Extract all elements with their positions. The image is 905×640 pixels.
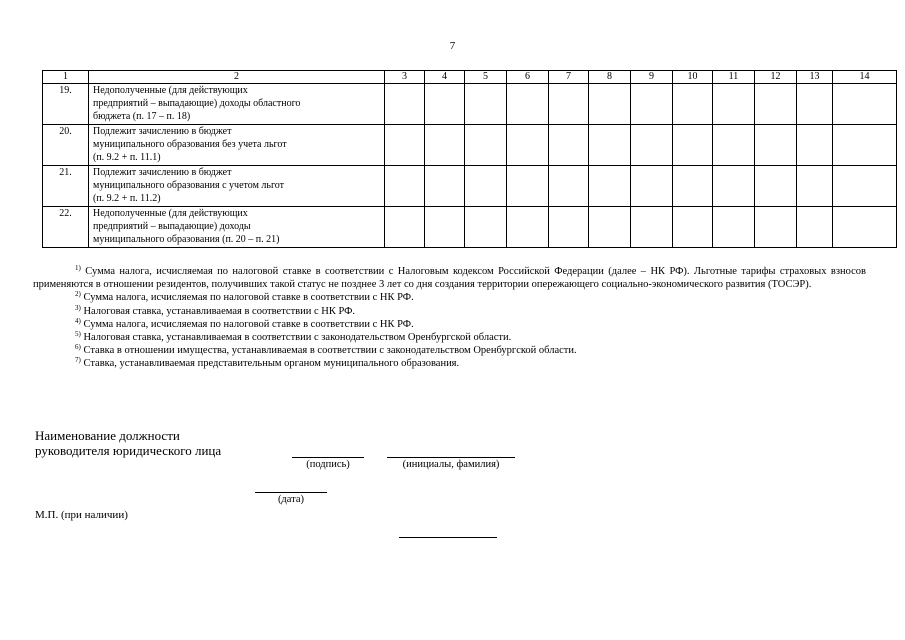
name-caption: (инициалы, фамилия): [402, 459, 500, 470]
row-name-line: муниципального образования с учетом льгот: [93, 180, 285, 191]
table-cell[interactable]: [833, 84, 897, 125]
column-header: 3: [385, 71, 425, 84]
extra-signature-line[interactable]: [399, 537, 497, 538]
row-name-line: предприятий – выпадающие) доходы областного: [93, 98, 301, 109]
stamp-label: М.П. (при наличии): [35, 509, 128, 521]
data-table: [42, 70, 897, 248]
row-name-line: предприятий – выпадающие) доходы: [93, 221, 251, 232]
table-cell[interactable]: [465, 166, 507, 207]
table-cell[interactable]: [673, 84, 713, 125]
table-cell[interactable]: [549, 84, 589, 125]
table-cell[interactable]: [549, 125, 589, 166]
row-number: 21.: [43, 166, 89, 207]
table-cell[interactable]: [465, 84, 507, 125]
table-cell[interactable]: [549, 166, 589, 207]
signature-caption: (подпись): [306, 459, 350, 470]
table-cell[interactable]: [713, 84, 755, 125]
page-number: 7: [449, 40, 456, 52]
row-name-line: Подлежит зачислению в бюджет: [93, 126, 232, 137]
table-cell[interactable]: [713, 207, 755, 248]
table-cell[interactable]: [755, 125, 797, 166]
table-cell[interactable]: [833, 125, 897, 166]
column-header: 14: [833, 71, 897, 84]
column-header: 1: [43, 71, 89, 84]
table-cell[interactable]: [425, 125, 465, 166]
row-name-line: Недополученные (для действующих: [93, 208, 248, 219]
table-cell[interactable]: [589, 84, 631, 125]
name-line[interactable]: [387, 457, 515, 458]
row-name-line: муниципального образования (п. 20 – п. 21): [93, 234, 280, 245]
footnote-5: $^{5)}$ Налоговая ставка, устанавливаемая в соответствии с законодательством Оренбургской области.: [75, 330, 512, 344]
table-cell[interactable]: [797, 84, 833, 125]
table-header-row: [43, 71, 897, 84]
column-header: 6: [507, 71, 549, 84]
table-cell[interactable]: [425, 84, 465, 125]
footnote-7: $^{7)}$ Ставка, устанавливаемая представительным органом муниципального образования.: [75, 356, 460, 370]
table-cell[interactable]: [797, 125, 833, 166]
footnote-3: $^{3)}$ Налоговая ставка, устанавливаемая в соответствии с НК РФ.: [75, 303, 356, 317]
table-cell[interactable]: [631, 207, 673, 248]
column-header: 2: [89, 71, 385, 84]
table-cell[interactable]: [589, 125, 631, 166]
table-row: [43, 166, 897, 207]
column-header: 7: [549, 71, 589, 84]
table-cell[interactable]: [425, 207, 465, 248]
table-cell[interactable]: [465, 207, 507, 248]
table-cell[interactable]: [507, 166, 549, 207]
row-name-line: (п. 9.2 + п. 11.2): [93, 193, 161, 204]
table-cell[interactable]: [631, 125, 673, 166]
row-name-line: муниципального образования без учета льгот: [93, 139, 287, 150]
footnote-1: $^{1)}$ Сумма налога, исчисляемая по налоговой ставке в соответствии с Налоговым кодексом Российской Федерации (далее – НК РФ). Льготные тарифы страховых взносов применяются в отношении резидентов, получивших такой статус не позднее 3 лет со дня создания территории опережающего социально-экономического развития (ТОСЭР).: [33, 264, 867, 291]
table-cell[interactable]: [589, 207, 631, 248]
table-cell[interactable]: [631, 84, 673, 125]
table-cell[interactable]: [713, 125, 755, 166]
table-cell[interactable]: [385, 125, 425, 166]
row-name-line: (п. 9.2 + п. 11.1): [93, 152, 161, 163]
column-header: 8: [589, 71, 631, 84]
table-cell[interactable]: [507, 84, 549, 125]
table-cell[interactable]: [507, 207, 549, 248]
table-cell[interactable]: [755, 166, 797, 207]
row-name: [89, 84, 385, 125]
table-cell[interactable]: [755, 207, 797, 248]
signature-line[interactable]: [292, 457, 364, 458]
table-cell[interactable]: [755, 84, 797, 125]
table-row: [43, 125, 897, 166]
table-cell[interactable]: [549, 207, 589, 248]
footnote-2: $^{2)}$ Сумма налога, исчисляемая по налоговой ставке в соответствии с НК РФ.: [75, 290, 414, 304]
row-name: [89, 166, 385, 207]
column-header: 4: [425, 71, 465, 84]
table-cell[interactable]: [673, 125, 713, 166]
table-cell[interactable]: [385, 166, 425, 207]
table-cell[interactable]: [385, 84, 425, 125]
row-number: 20.: [43, 125, 89, 166]
table-cell[interactable]: [797, 166, 833, 207]
table-cell[interactable]: [425, 166, 465, 207]
row-name: [89, 125, 385, 166]
table-row: [43, 84, 897, 125]
table-cell[interactable]: [507, 125, 549, 166]
table-cell[interactable]: [673, 166, 713, 207]
position-title: Наименование должности руководителя юридического лица: [35, 428, 222, 458]
row-number: 22.: [43, 207, 89, 248]
table-cell[interactable]: [589, 166, 631, 207]
date-caption: (дата): [277, 494, 305, 505]
footnote-6: $^{6)}$ Ставка в отношении имущества, устанавливаемая в соответствии с законодательством Оренбургской области.: [75, 343, 577, 357]
table-cell[interactable]: [631, 166, 673, 207]
date-line[interactable]: [255, 492, 327, 493]
table-row: [43, 207, 897, 248]
row-name-line: Подлежит зачислению в бюджет: [93, 167, 232, 178]
row-name-line: Недополученные (для действующих: [93, 85, 248, 96]
footnotes: [33, 265, 866, 371]
table-cell[interactable]: [673, 207, 713, 248]
column-header: 9: [631, 71, 673, 84]
table-cell[interactable]: [833, 207, 897, 248]
column-header: 11: [713, 71, 755, 84]
table-cell[interactable]: [833, 166, 897, 207]
column-header: 12: [755, 71, 797, 84]
row-name: [89, 207, 385, 248]
table-cell[interactable]: [465, 125, 507, 166]
row-name-line: бюджета (п. 17 – п. 18): [93, 111, 191, 122]
column-header: 13: [797, 71, 833, 84]
footnote-4: $^{4)}$ Сумма налога, исчисляемая по налоговой ставке в соответствии с НК РФ.: [75, 316, 414, 330]
row-number: 19.: [43, 84, 89, 125]
table-cell[interactable]: [385, 207, 425, 248]
column-header: 10: [673, 71, 713, 84]
table-cell[interactable]: [797, 207, 833, 248]
table-cell[interactable]: [713, 166, 755, 207]
column-header: 5: [465, 71, 507, 84]
